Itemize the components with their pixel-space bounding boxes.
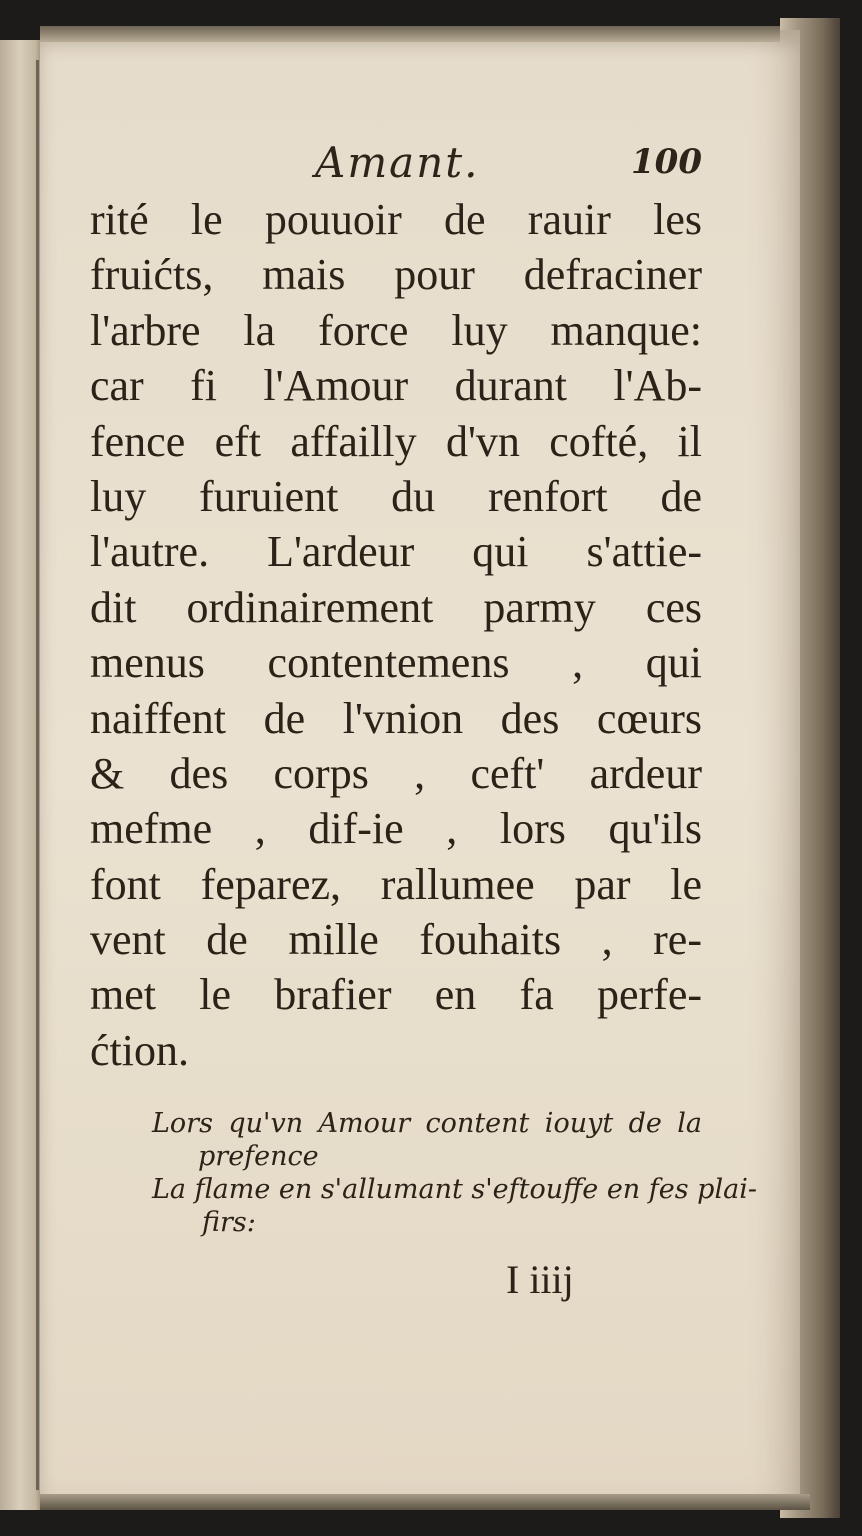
text-line: mefme , dif-ie , lors qu'ils [90, 804, 702, 854]
text-line: l'autre. L'ardeur qui s'attie- [90, 527, 702, 577]
text-line: l'arbre la force luy manque: [90, 305, 702, 355]
body-text [90, 192, 702, 1078]
text-line: menus contentemens , qui [90, 638, 702, 688]
text-line: vent de mille fouhaits , re- [90, 915, 702, 965]
verse-block [90, 1108, 757, 1240]
text-line: rité le pouuoir de rauir les [90, 195, 702, 244]
verse-line: Lors qu'vn Amour content iouyt de la [152, 1108, 702, 1139]
text-line: fence eft affailly d'vn cofté, il [90, 416, 702, 466]
text-line: met le brafier en fa perfe- [90, 970, 702, 1020]
signature-mark: I iiij [506, 1257, 574, 1302]
verse-line: firs: [202, 1207, 256, 1238]
text-line: luy furuient du renfort de [90, 471, 702, 521]
text-line: naiffent de l'vnion des cœurs [90, 693, 702, 743]
text-line: car fi l'Amour durant l'Ab- [90, 361, 702, 411]
verse-line: prefence [198, 1141, 319, 1172]
page-header [90, 138, 702, 192]
bottom-page-edge [40, 1494, 810, 1510]
text-line: & des corps , ceft' ardeur [90, 748, 702, 798]
top-page-edge [40, 26, 780, 42]
text-line: fruićts, mais pour defraciner [90, 250, 702, 300]
text-line: font feparez, rallumee par le [90, 859, 702, 909]
left-gutter-line [36, 60, 39, 1490]
verse-line: La flame en s'allumant s'eftouffe en fes plai- [152, 1174, 757, 1205]
text-line: ćtion. [90, 1025, 189, 1075]
page-number: 100 [631, 142, 702, 182]
text-line: dit ordinairement parmy ces [90, 582, 702, 632]
running-head: Amant. [315, 138, 480, 187]
